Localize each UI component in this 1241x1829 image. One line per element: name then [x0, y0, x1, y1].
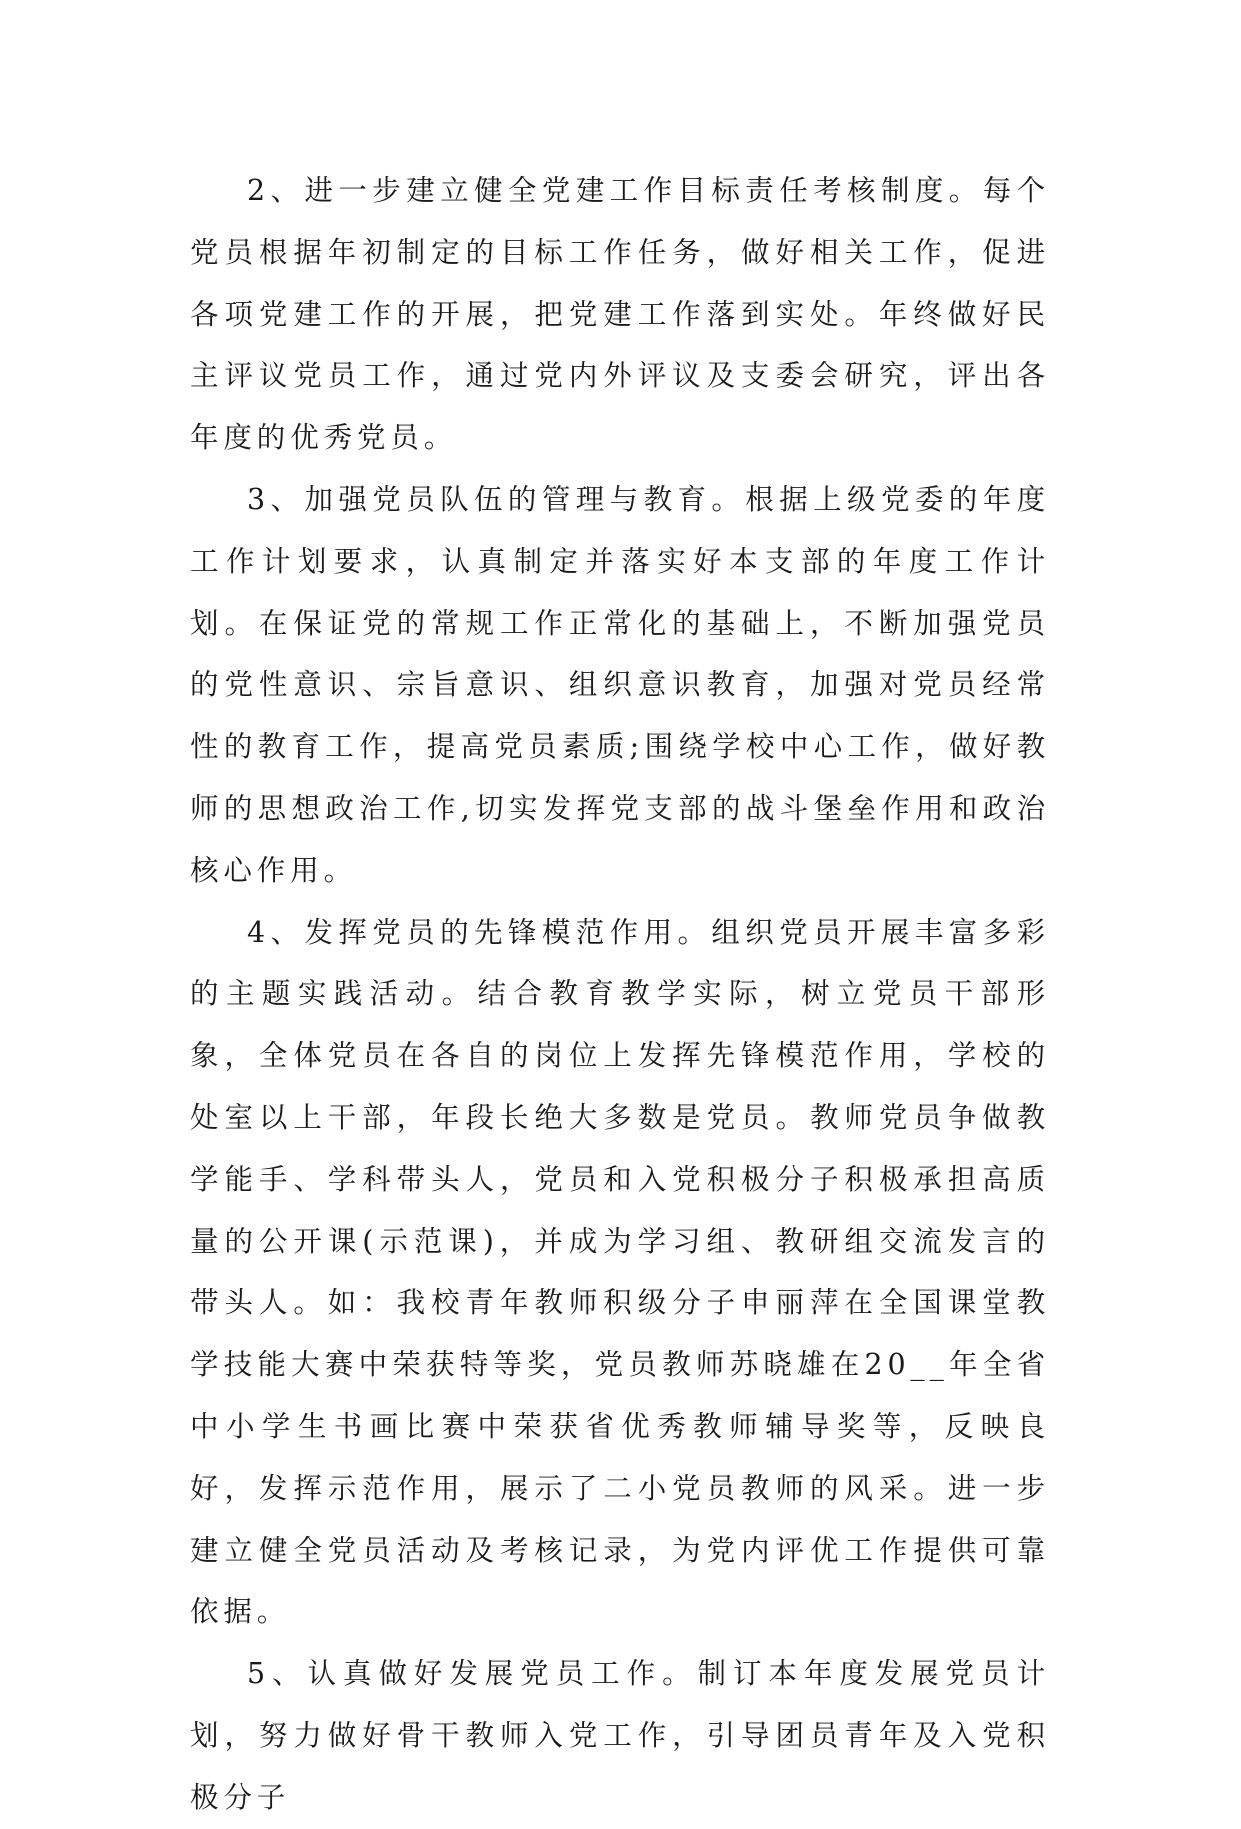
paragraph-4: 4、发挥党员的先锋模范作用。组织党员开展丰富多彩的主题实践活动。结合教育教学实际，树立党员干部形象，全体党员在各自的岗位上发挥先锋模范作用，学校的处室以上干部，年段长绝大多数是党员。教师党员争做教学能手、学科带头人，党员和入党积极分子积极承担高质量的公开课(示范课)，并成为学习组、教研组交流发言的带头人。如：我校青年教师积级分子申丽萍在全国课堂教学技能大赛中荣获特等奖，党员教师苏晓雄在20__年全省中小学生书画比赛中荣获省优秀教师辅导奖等，反映良好，发挥示范作用，展示了二小党员教师的风采。进一步建立健全党员活动及考核记录，为党内评优工作提供可靠依据。 [190, 915, 1050, 1629]
paragraph-5: 5、认真做好发展党员工作。制订本年度发展党员计划，努力做好骨干教师入党工作，引导团员青年及入党积极分子 [190, 1657, 1050, 1814]
document-body [190, 160, 1050, 1829]
paragraph-3: 3、加强党员队伍的管理与教育。根据上级党委的年度工作计划要求，认真制定并落实好本支部的年度工作计划。在保证党的常规工作正常化的基础上，不断加强党员的党性意识、宗旨意识、组织意识教育，加强对党员经常性的教育工作，提高党员素质;围绕学校中心工作，做好教师的思想政治工作,切实发挥党支部的战斗堡垒作用和政治核心作用。 [190, 482, 1050, 887]
paragraph-2: 2、进一步建立健全党建工作目标责任考核制度。每个党员根据年初制定的目标工作任务，做好相关工作，促进各项党建工作的开展，把党建工作落到实处。年终做好民主评议党员工作，通过党内外评议及支委会研究，评出各年度的优秀党员。 [190, 174, 1050, 455]
